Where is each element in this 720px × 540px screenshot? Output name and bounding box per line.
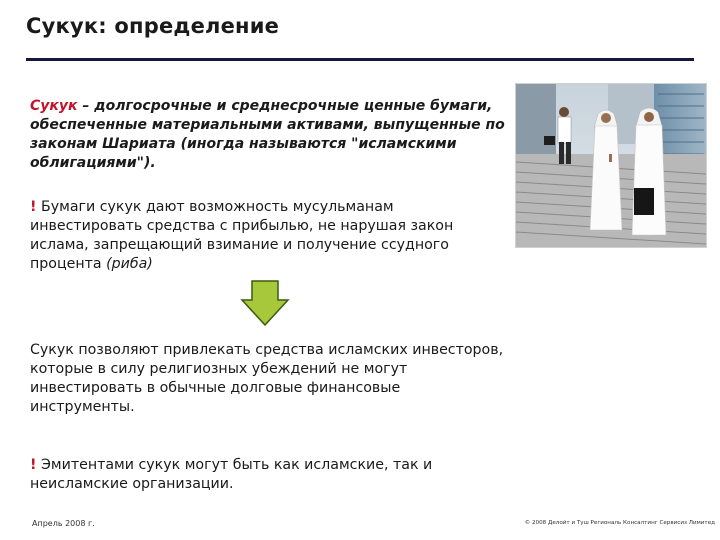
definition-term: Сукук: [30, 98, 78, 114]
point-1-paragraph: [30, 198, 508, 274]
slide-title: Сукук: определение: [26, 14, 280, 38]
footer-date: Апрель 2008 г.: [32, 519, 95, 528]
footer-copyright: © 2008 Делойт и Туш Региональ Консалтинг Сервисиз Лимитед: [524, 520, 715, 526]
consequence-paragraph: Сукук позволяют привлекать средства исламских инвесторов, которые в силу религиозных убеждений не могут инвестировать в обычные долговые финансовые инструменты.: [30, 342, 504, 415]
point-2-paragraph: [30, 456, 508, 494]
point-1-term: (риба): [106, 256, 153, 272]
exclamation-icon: !: [30, 199, 37, 215]
business-people-photo: [515, 83, 707, 248]
definition-paragraph: [30, 97, 510, 173]
point-2-text: Эмитентами сукук могут быть как исламские, так и неисламские организации.: [30, 457, 433, 492]
point-1-text: Бумаги сукук дают возможность мусульманам инвестировать средства с прибылью, не нарушая закон ислама, запрещающий взимание и получение ссудного процента: [30, 199, 454, 272]
exclamation-icon: !: [30, 457, 37, 473]
definition-text: – долгосрочные и среднесрочные ценные бумаги, обеспеченные материальными активами, выпущенные по законам Шариата (иногда называются "исламскими облигациями").: [30, 98, 505, 171]
title-divider: [26, 58, 694, 61]
down-arrow-icon: [240, 280, 290, 326]
